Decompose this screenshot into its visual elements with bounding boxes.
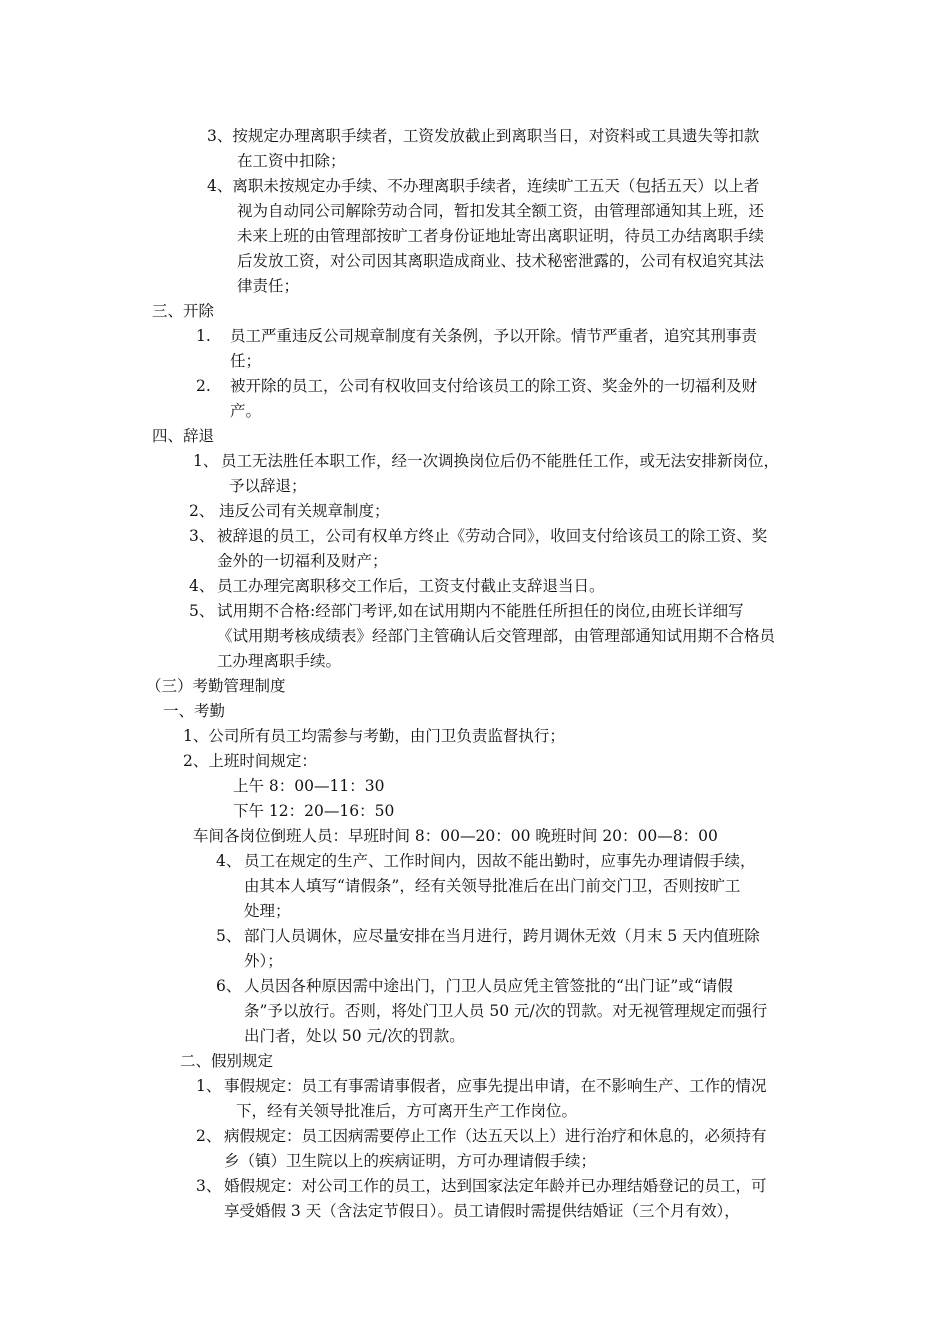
- item-text: 员工在规定的生产、工作时间内，因故不能出勤时，应事先办理请假手续，: [244, 852, 756, 870]
- item-text: 被辞退的员工，公司有权单方终止《劳动合同》，收回支付给该员工的除工资、奖: [217, 527, 768, 545]
- shift-schedule: 车间各岗位倒班人员：早班时间 8：00—20：00 晚班时间 20：00—8：00: [193, 827, 718, 845]
- item-text: 员工严重违反公司规章制度有关条例，予以开除。情节严重者，追究其刑事责: [230, 327, 758, 345]
- item-text-cont: 下，经有关领导批准后，方可离开生产工作岗位。: [236, 1102, 578, 1120]
- leave-heading: 二、假别规定: [180, 1052, 274, 1070]
- expulsion-heading: 三、开除: [152, 302, 215, 320]
- item-number: 6、: [216, 977, 242, 995]
- leave-item-3: [196, 1174, 767, 1224]
- work-time-morning: 上午 8：00—11：30: [233, 777, 385, 795]
- item-number: 4、: [189, 577, 215, 595]
- resignation-item-3: [189, 524, 767, 574]
- item-number: 2、: [183, 752, 209, 770]
- item-number: 1、: [193, 452, 219, 470]
- item-number: 1、: [196, 1077, 222, 1095]
- item-text: 婚假规定：对公司工作的员工，达到国家法定年龄并已办理结婚登记的员工，可: [224, 1177, 767, 1195]
- item-text-cont: 后发放工资，对公司因其离职造成商业、技术秘密泄露的，公司有权追究其法: [237, 252, 765, 270]
- item-text-cont: 外）；: [244, 952, 283, 970]
- item-text-cont: 金外的一切福利及财产；: [217, 552, 388, 570]
- dismissal-item-4: [207, 174, 764, 299]
- attendance-item-5: [216, 924, 760, 974]
- item-text-cont: 在工资中扣除；: [237, 152, 346, 170]
- item-number: 5、: [189, 602, 215, 620]
- resignation-item-1: [193, 449, 779, 499]
- item-number: 4、: [207, 177, 233, 195]
- attendance-item-2: [183, 749, 317, 774]
- item-text-cont: 条”予以放行。否则，将处门卫人员 50 元/次的罚款。对无视管理规定而强行: [244, 1002, 768, 1020]
- leave-item-1: [196, 1074, 767, 1124]
- item-text-cont: 予以辞退；: [229, 477, 307, 495]
- item-text: 违反公司有关规章制度；: [219, 502, 390, 520]
- dismissal-item-3: [207, 124, 759, 174]
- resignation-heading: 四、辞退: [152, 427, 215, 445]
- item-text-cont: 出门者，处以 50 元/次的罚款。: [244, 1027, 465, 1045]
- item-text: 人员因各种原因需中途出门，门卫人员应凭主管签批的“出门证”或“请假: [244, 977, 733, 995]
- item-text-cont: 乡（镇）卫生院以上的疾病证明，方可办理请假手续；: [224, 1152, 597, 1170]
- attendance-item-6: [216, 974, 767, 1049]
- item-text: 公司所有员工均需参与考勤，由门卫负责监督执行；: [208, 727, 565, 745]
- item-text-cont: 工办理离职手续。: [217, 652, 342, 670]
- item-text-cont: 由其本人填写“请假条”，经有关领导批准后在出门前交门卫，否则按旷工: [244, 877, 741, 895]
- leave-item-2: [196, 1124, 767, 1174]
- expulsion-item-1: [196, 324, 757, 374]
- item-text-cont: 未来上班的由管理部按旷工者身份证地址寄出离职证明，待员工办结离职手续: [237, 227, 765, 245]
- item-text: 部门人员调休，应尽量安排在当月进行，跨月调休无效（月末 5 天内值班除: [244, 927, 760, 945]
- work-time-afternoon: 下午 12：20—16：50: [233, 802, 395, 820]
- attendance-sub1-heading: 一、考勤: [163, 702, 226, 720]
- resignation-item-5: [189, 599, 775, 674]
- item-text: 员工办理完离职移交工作后，工资支付截止支辞退当日。: [217, 577, 605, 595]
- item-text-cont: 律责任；: [237, 277, 300, 295]
- attendance-item-4: [216, 849, 756, 924]
- item-text: 上班时间规定：: [208, 752, 317, 770]
- attendance-item-1: [183, 724, 565, 749]
- attendance-section-title: （三）考勤管理制度: [146, 677, 286, 695]
- item-number: 3、: [196, 1177, 222, 1195]
- item-text: 病假规定：员工因病需要停止工作（达五天以上）进行治疗和休息的，必须持有: [224, 1127, 767, 1145]
- item-number: 1.: [196, 327, 211, 345]
- item-text-cont: 产。: [230, 402, 262, 420]
- item-text: 离职未按规定办手续、不办理离职手续者，连续旷工五天（包括五天）以上者: [232, 177, 760, 195]
- item-text: 员工无法胜任本职工作，经一次调换岗位后仍不能胜任工作，或无法安排新岗位，: [221, 452, 780, 470]
- item-text-cont: 处理；: [244, 902, 291, 920]
- item-text: 试用期不合格:经部门考评,如在试用期内不能胜任所担任的岗位,由班长详细写: [217, 602, 744, 620]
- item-number: 3、: [207, 127, 233, 145]
- item-text-cont: 视为自动同公司解除劳动合同，暂扣发其全额工资，由管理部通知其上班，还: [237, 202, 765, 220]
- item-text-cont: 任；: [230, 352, 262, 370]
- item-text-cont: 享受婚假 3 天（含法定节假日）。员工请假时需提供结婚证（三个月有效），: [224, 1202, 740, 1220]
- item-text: 按规定办理离职手续者，工资发放截止到离职当日，对资料或工具遗失等扣款: [232, 127, 760, 145]
- item-number: 2.: [196, 377, 211, 395]
- item-text: 事假规定：员工有事需请事假者，应事先提出申请，在不影响生产、工作的情况: [224, 1077, 767, 1095]
- item-text-cont: 《试用期考核成绩表》经部门主管确认后交管理部，由管理部通知试用期不合格员: [217, 627, 776, 645]
- resignation-item-4: [189, 574, 605, 599]
- item-number: 5、: [216, 927, 242, 945]
- item-number: 3、: [189, 527, 215, 545]
- resignation-item-2: [189, 499, 390, 524]
- expulsion-item-2: [196, 374, 757, 424]
- item-number: 1、: [183, 727, 209, 745]
- item-number: 4、: [216, 852, 242, 870]
- item-text: 被开除的员工，公司有权收回支付给该员工的除工资、奖金外的一切福利及财: [230, 377, 758, 395]
- item-number: 2、: [189, 502, 215, 520]
- item-number: 2、: [196, 1127, 222, 1145]
